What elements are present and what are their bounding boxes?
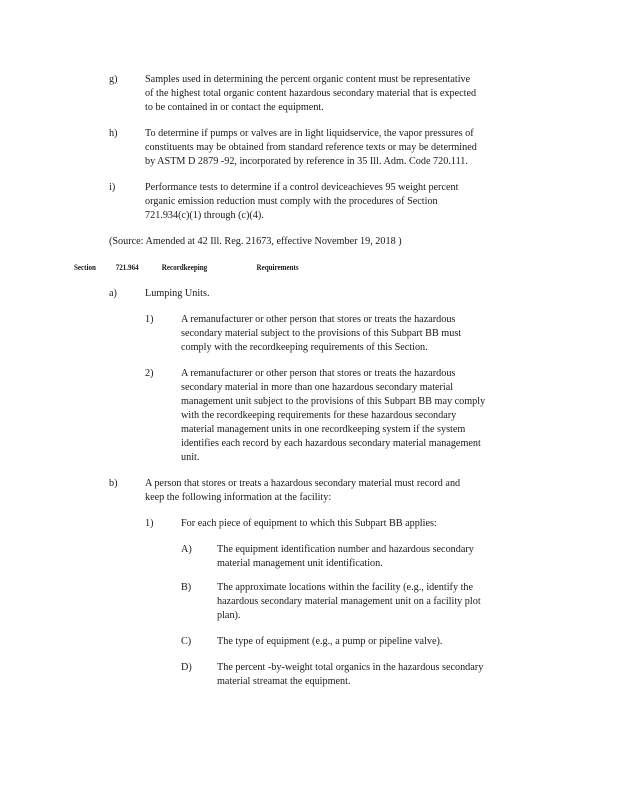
item-g-line-3: to be contained in or contact the equipment. bbox=[145, 102, 324, 113]
item-a2-line-2: secondary material in more than one hazardous secondary material bbox=[181, 382, 454, 393]
item-A-label: A) bbox=[181, 544, 192, 555]
item-C-text: The type of equipment (e.g., a pump or pipeline valve). bbox=[217, 636, 443, 647]
item-a1-text bbox=[181, 313, 461, 355]
section-number: 721.964 bbox=[115, 262, 139, 272]
item-g-text bbox=[145, 73, 476, 115]
item-b1-label: 1) bbox=[145, 518, 154, 529]
item-a1-line-3: comply with the recordkeeping requirements of this Section. bbox=[181, 342, 428, 353]
item-a-label: a) bbox=[109, 288, 117, 299]
item-b1-text: For each piece of equipment to which this Subpart BB applies: bbox=[181, 518, 437, 529]
item-i-line-2: organic emission reduction must comply with the procedures of Section bbox=[145, 196, 438, 207]
item-i-text bbox=[145, 181, 458, 223]
section-heading bbox=[74, 262, 299, 272]
item-D-text bbox=[217, 661, 483, 689]
item-b-line-2: keep the following information at the facility: bbox=[145, 492, 332, 503]
section-title-word-1: Recordkeeping bbox=[161, 262, 208, 272]
item-a2-line-7: unit. bbox=[181, 452, 200, 463]
item-a1-line-2: secondary material subject to the provisions of this Subpart BB must bbox=[181, 328, 462, 339]
item-h-line-3: by ASTM D 2879 -92, incorporated by reference in 35 Ill. Adm. Code 720.111. bbox=[145, 156, 468, 167]
item-a2-line-4: with the recordkeeping requirements for these hazardous secondary bbox=[181, 410, 457, 421]
item-b-label: b) bbox=[109, 478, 118, 489]
item-A-line-2: material management unit identification. bbox=[217, 558, 383, 569]
item-i-line-3: 721.934(c)(1) through (c)(4). bbox=[145, 210, 264, 221]
item-D-line-2: material streamat the equipment. bbox=[217, 676, 351, 687]
item-a-title: Lumping Units. bbox=[145, 288, 210, 299]
item-h-text bbox=[145, 127, 477, 169]
item-b-text bbox=[145, 477, 460, 505]
item-a2-label: 2) bbox=[145, 368, 154, 379]
item-g-line-2: of the highest total organic content hazardous secondary material that is expected bbox=[145, 88, 477, 99]
item-a1-line-1: A remanufacturer or other person that stores or treats the hazardous bbox=[181, 314, 456, 325]
item-h-label: h) bbox=[109, 128, 118, 139]
item-a2-line-1: A remanufacturer or other person that stores or treats the hazardous bbox=[181, 368, 456, 379]
item-i-line-1: Performance tests to determine if a control deviceachieves 95 weight percent bbox=[145, 182, 459, 193]
source-note: (Source: Amended at 42 Ill. Reg. 21673, effective November 19, 2018 ) bbox=[109, 236, 402, 247]
item-D-label: D) bbox=[181, 662, 192, 673]
item-h-line-1: To determine if pumps or valves are in light liquidservice, the vapor pressures of bbox=[145, 128, 474, 139]
item-b-line-1: A person that stores or treats a hazardous secondary material must record and bbox=[145, 478, 461, 489]
item-B-line-2: hazardous secondary material management unit on a facility plot bbox=[217, 596, 481, 607]
item-a1-label: 1) bbox=[145, 314, 154, 325]
item-B-line-1: The approximate locations within the facility (e.g., identify the bbox=[217, 582, 474, 593]
item-g-label: g) bbox=[109, 74, 118, 85]
section-label: Section bbox=[74, 262, 96, 272]
item-D-line-1: The percent -by-weight total organics in the hazardous secondary bbox=[217, 662, 484, 673]
item-A-text bbox=[217, 543, 474, 571]
item-i-label: i) bbox=[109, 182, 116, 193]
section-title-word-2: Requirements bbox=[256, 262, 299, 272]
item-a2-line-6: identifies each record by each hazardous secondary material management bbox=[181, 438, 481, 449]
item-B-line-3: plan). bbox=[217, 610, 241, 621]
item-a2-line-3: management unit subject to the provisions of this Subpart BB may comply bbox=[181, 396, 486, 407]
item-h-line-2: constituents may be obtained from standard reference texts or may be determined bbox=[145, 142, 477, 153]
item-C-label: C) bbox=[181, 636, 192, 647]
item-a2-line-5: material management units in one recordkeeping system if the system bbox=[181, 424, 466, 435]
item-a2-text bbox=[181, 367, 485, 465]
item-B-label: B) bbox=[181, 582, 192, 593]
item-g-line-1: Samples used in determining the percent organic content must be representative bbox=[145, 74, 471, 85]
item-A-line-1: The equipment identification number and hazardous secondary bbox=[217, 544, 474, 555]
item-B-text bbox=[217, 581, 481, 623]
